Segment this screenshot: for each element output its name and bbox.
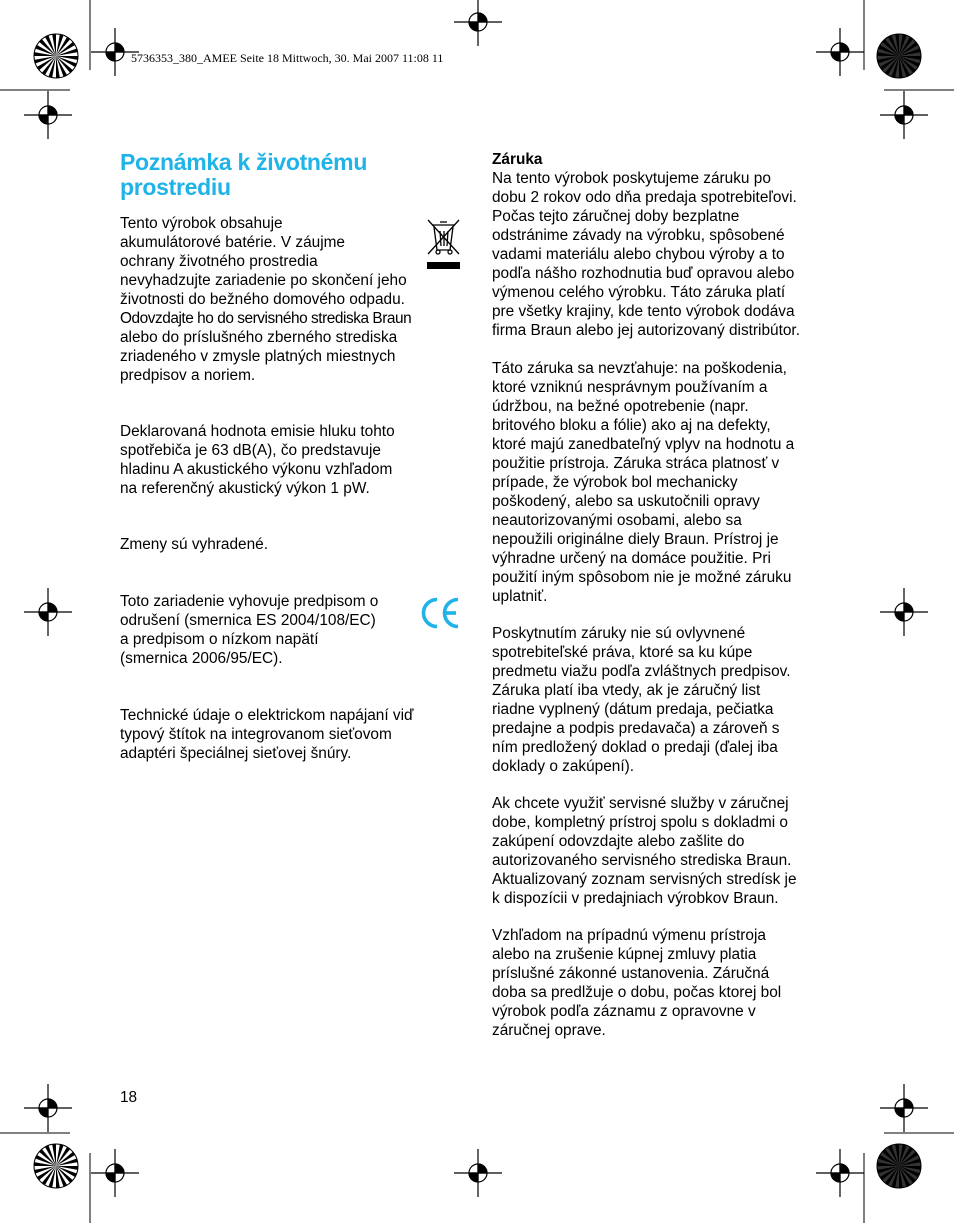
- text-line: Vzhľadom na prípadnú výmenu prístroja: [492, 927, 766, 944]
- text-line: Technické údaje o elektrickom napájaní viď: [120, 707, 414, 724]
- text-line: životnosti do bežného domového odpadu.: [120, 291, 405, 308]
- text-line: firma Braun alebo jej autorizovaný distribútor.: [492, 322, 800, 339]
- noise-paragraph: [120, 422, 395, 498]
- title-line: prostrediu: [120, 174, 231, 200]
- text-line: podľa nášho rozhodnutia buď opravou alebo: [492, 265, 795, 282]
- text-line: predajne a podpis predavača) a zároveň s: [492, 720, 780, 737]
- environment-paragraph: [120, 214, 411, 385]
- text-line: výrobok podľa záznamu z opravovne v: [492, 1003, 756, 1020]
- text-line: britového bloku a fólie) ako aj na defekty,: [492, 417, 771, 434]
- registration-mark-icon: [454, 1149, 502, 1197]
- registration-mark-icon: [880, 588, 928, 636]
- registration-mark-icon: [91, 1149, 139, 1197]
- ce-mark-icon: [419, 596, 461, 630]
- text-line: záručnej oprave.: [492, 1022, 606, 1039]
- text-line: odstránime závady na výrobku, spôsobené: [492, 227, 785, 244]
- text-line: Aktualizovaný zoznam servisných stredísk je: [492, 871, 797, 888]
- warranty-heading: Záruka: [492, 151, 543, 168]
- text-line: Ak chcete využiť servisné služby v záručnej: [492, 795, 789, 812]
- ce-paragraph: [120, 592, 378, 668]
- star-target-icon: [877, 34, 921, 78]
- text-line: výhradne určený na domáce použitie. Pri: [492, 550, 771, 567]
- print-header: 5736353_380_AMEE Seite 18 Mittwoch, 30. Mai 2007 11:08 11: [131, 51, 444, 65]
- registration-mark-icon: [24, 91, 72, 139]
- text-line: výmenou celého výrobku. Táto záruka platí: [492, 284, 786, 301]
- registration-mark-icon: [880, 91, 928, 139]
- text-line: adaptéri špeciálnej sieťovej šnúry.: [120, 745, 352, 762]
- text-line: odrušení (smernica ES 2004/108/EC): [120, 612, 376, 629]
- text-line: riadne vyplnený (dátum predaja, pečiatka: [492, 701, 774, 718]
- star-target-icon: [34, 1144, 78, 1188]
- page-number: 18: [120, 1089, 138, 1106]
- text-line: predpisov a noriem.: [120, 367, 256, 384]
- text-line: a predpisom o nízkom napätí: [120, 631, 319, 648]
- registration-mark-icon: [816, 1149, 864, 1197]
- text-line: dobu 2 rokov odo dňa predaja spotrebiteľovi.: [492, 189, 797, 206]
- text-line: predmetu viažu podľa zvláštnych predpisov.: [492, 663, 791, 680]
- text-line: akumulátorové batérie. V záujme: [120, 234, 345, 251]
- text-line: dobe, kompletný prístroj spolu s dokladmi o: [492, 814, 788, 831]
- text-line: Záruka platí iba vtedy, ak je záručný list: [492, 682, 761, 699]
- warranty-exclusions-paragraph: [492, 359, 794, 606]
- text-line: uplatniť.: [492, 588, 548, 605]
- text-line: alebo na zrušenie kúpnej zmluvy platia: [492, 946, 757, 963]
- text-line: k dispozícii v predajniach výrobkov Braun.: [492, 890, 779, 907]
- text-line: zakúpení odovzdajte alebo zašlite do: [492, 833, 745, 850]
- registration-mark-icon: [24, 588, 72, 636]
- text-line: Počas tejto záručnej doby bezplatne: [492, 208, 740, 225]
- registration-mark-icon: [454, 0, 502, 46]
- text-line: údržbou, na bežné opotrebenie (napr.: [492, 398, 749, 415]
- text-line: doklady o zakúpení).: [492, 758, 635, 775]
- text-line: doba sa predlžuje o dobu, počas ktorej bol: [492, 984, 782, 1001]
- text-line: nevyhadzujte zariadenie po skončení jeho: [120, 272, 407, 289]
- text-line: vadami materiálu alebo chybou výroby a to: [492, 246, 785, 263]
- text-line: použití iným spôsobom nie je možné záruku: [492, 569, 792, 586]
- text-line: alebo do príslušného zberného strediska: [120, 329, 398, 346]
- replacement-paragraph: [492, 926, 781, 1040]
- text-line: Tento výrobok obsahuje: [120, 215, 283, 232]
- text-line: spotřebiča je 63 dB(A), čo predstavuje: [120, 442, 381, 459]
- text-line: Zmeny sú vyhradené.: [120, 536, 268, 553]
- text-line: neautorizovanými osobami, alebo sa: [492, 512, 742, 529]
- text-line: ktoré vzniknú nesprávnym používaním a: [492, 379, 768, 396]
- registration-mark-icon: [880, 1084, 928, 1132]
- text-line: použitie prístroja. Záruka stráca platnosť v: [492, 455, 780, 472]
- text-line: Táto záruka sa nevzťahuje: na poškodenia,: [492, 360, 787, 377]
- text-line: zriadeného v zmysle platných miestnych: [120, 348, 396, 365]
- title-line: Poznámka k životnému: [120, 149, 368, 175]
- text-line: Toto zariadenie vyhovuje predpisom o: [120, 593, 379, 610]
- text-line: poškodený, alebo sa uskutočnili opravy: [492, 493, 760, 510]
- star-target-icon: [877, 1144, 921, 1188]
- consumer-rights-paragraph: [492, 624, 791, 776]
- warranty-section-p1: [492, 150, 800, 340]
- star-target-icon: [34, 34, 78, 78]
- page-title: [120, 150, 440, 200]
- text-line: ním predložený doklad o predaji (ďalej iba: [492, 739, 778, 756]
- text-line: Poskytnutím záruky nie sú ovlyvnené: [492, 625, 746, 642]
- service-paragraph: [492, 794, 797, 908]
- text-line: Odovzdajte ho do servisného strediska Braun: [120, 310, 412, 327]
- text-line: na referenčný akustický výkon 1 pW.: [120, 480, 370, 497]
- text-line: pre všetky krajiny, kde tento výrobok dodáva: [492, 303, 795, 320]
- changes-notice: [120, 535, 268, 554]
- text-line: Na tento výrobok poskytujeme záruku po: [492, 170, 771, 187]
- registration-mark-icon: [24, 1084, 72, 1132]
- registration-mark-icon: [816, 28, 864, 76]
- text-line: ochrany životného prostredia: [120, 253, 318, 270]
- text-line: typový štítok na integrovanom sieťovom: [120, 726, 392, 743]
- text-line: prípade, že výrobok bol mechanicky: [492, 474, 738, 491]
- text-line: (smernica 2006/95/EC).: [120, 650, 283, 667]
- crossed-bin-icon: [424, 216, 462, 272]
- text-line: Deklarovaná hodnota emisie hluku tohto: [120, 423, 395, 440]
- text-line: autorizovaného servisného strediska Braun.: [492, 852, 792, 869]
- text-line: príslušné zákonné ustanovenia. Záručná: [492, 965, 770, 982]
- text-line: nepoužili originálne diely Braun. Prístroj je: [492, 531, 779, 548]
- text-line: hladinu A akustického výkonu vzhľadom: [120, 461, 393, 478]
- technical-paragraph: [120, 706, 414, 763]
- text-line: ktoré majú zanedbateľný vplyv na hodnotu a: [492, 436, 795, 453]
- text-line: spotrebiteľské práva, ktoré sa ku kúpe: [492, 644, 753, 661]
